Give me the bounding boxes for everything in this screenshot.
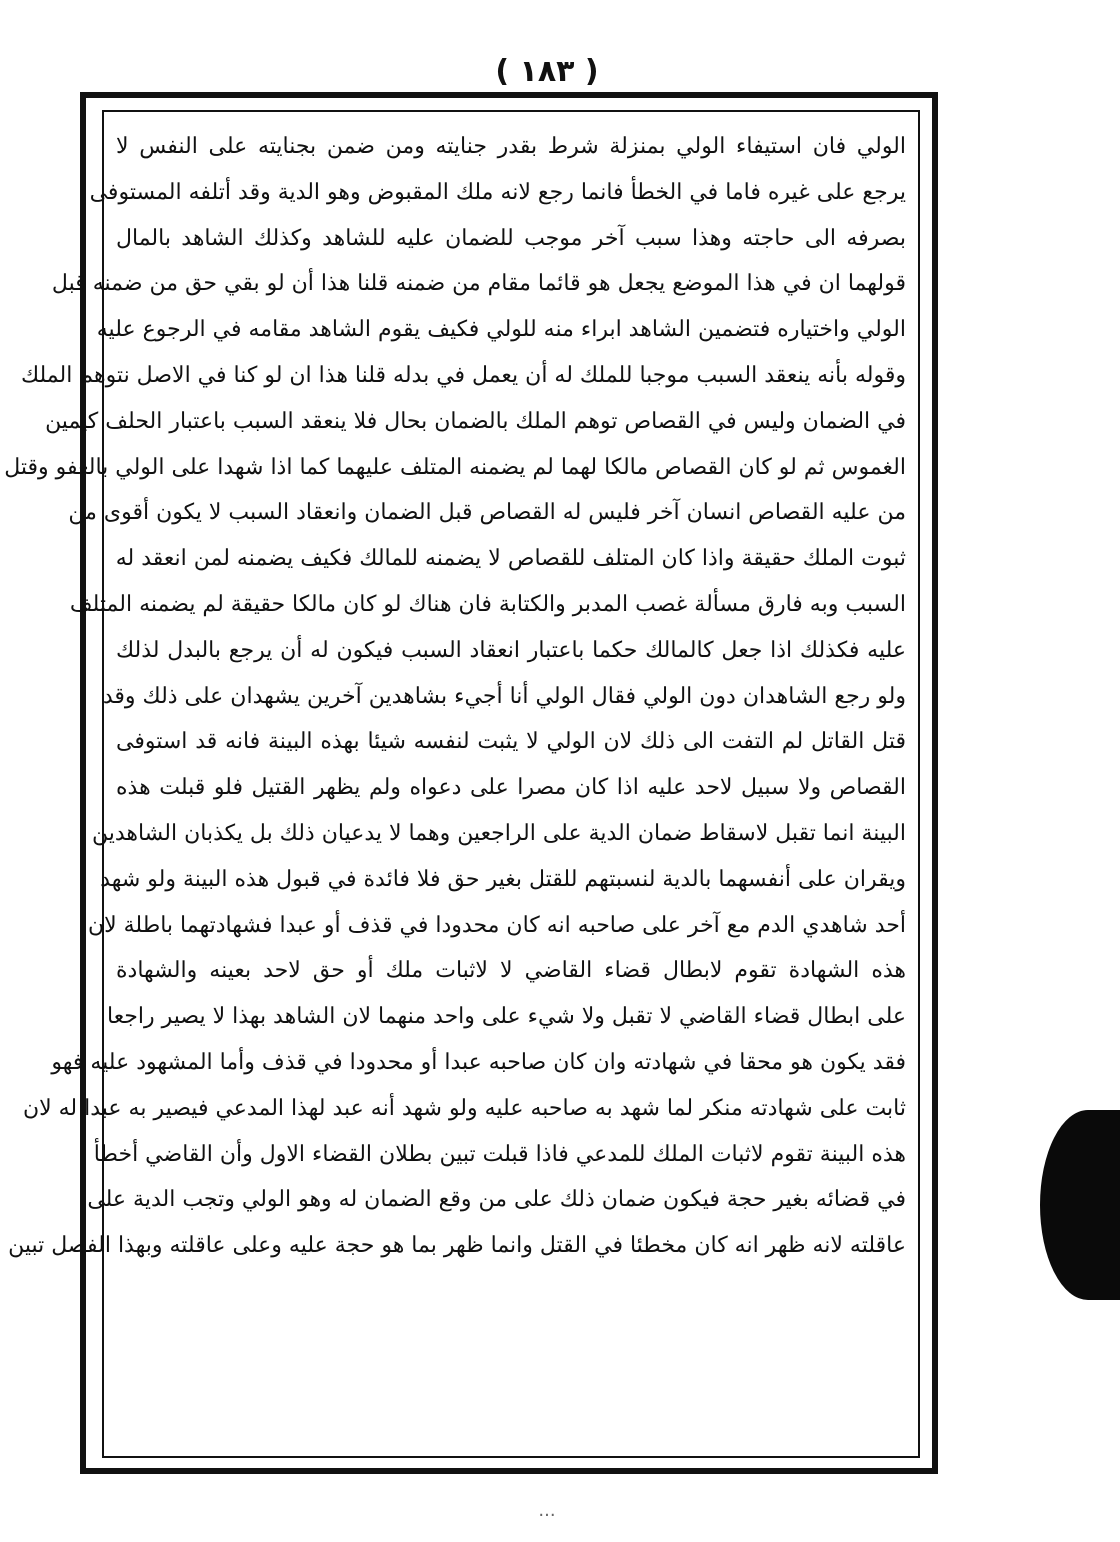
text-line: ثبوت الملك حقيقة واذا كان المتلف للقصاص لا يضمنه للمالك فكيف يضمنه لمن انعقد له [115,546,906,572]
text-line: الولي فان استيفاء الولي بمنزلة شرط بقدر جنايته ومن ضمن بجنايته على النفس لا [116,134,906,159]
text-line: ويقران على أنفسهما بالدية لنسبتهم للقتل بغير حق فلا فائدة في قبول هذه البينة ولو شهد [100,866,906,892]
text-line: على ابطال قضاء القاضي لا تقبل ولا شيء على واحد منهما لان الشاهد بهذا لا يصير راجعا [106,1004,906,1030]
text-line: الغموس ثم لو كان القصاص مالكا لهما لم يضمنه المتلف عليهما كما اذا شهدا على الولي بالعفو وقتل [4,454,906,480]
body-text [4,124,906,1269]
text-line: أحد شاهدي الدم مع آخر على صاحبه انه كان محدودا في قذف أو عبدا فشهادتهما باطلة لان [87,912,906,938]
text-line: من عليه القصاص انسان آخر فليس له القصاص قبل الضمان وانعقاد السبب لا يكون أقوى من [68,500,906,526]
text-line: السبب وبه فارق مسألة غصب المدبر والكتابة فان هناك لو كان مالكا حقيقة لم يضمنه المتلف [69,591,906,617]
page-number: ( ١٨٣ ) [495,54,599,89]
text-line: فقد يكون هو محقا في شهادته وان كان صاحبه عبدا أو محدودا في قذف وأما المشهود عليه فهو [51,1049,906,1075]
text-line: يرجع على غيره فاما في الخطأ فانما رجع لانه ملك المقبوض وهو الدية وقد أتلفه المستوفى [89,179,906,205]
text-line: هذه الشهادة تقوم لابطال قضاء القاضي لا لاثبات ملك أو حق لاحد بعينه والشهادة [116,958,906,984]
text-line: هذه البينة تقوم لاثبات الملك للمدعي فاذا قبلت تبين بطلان القضاء الاول وأن القاضي أخطأ [93,1141,906,1167]
text-line: القصاص ولا سبيل لاحد عليه اذا كان مصرا على دعواه ولم يظهر القتيل فلو قبلت هذه [116,775,906,801]
text-line: قولهما ان في هذا الموضع يجعل هو قائما مقام من ضمنه قلنا هذا أن لو بقي حق من ضمنه قبل [51,271,906,297]
text-line: ثابت على شهادته منكر لما شهد به صاحبه عليه ولو شهد أنه عبد لهذا المدعي فيصير به عبدا له لان [22,1095,906,1121]
text-line: عاقلته لانه ظهر انه كان مخطئا في القتل وانما ظهر بما هو حجة عليه وعلى عاقلته وبهذا الفصل تبين [8,1233,906,1259]
text-line: الولي واختياره فتضمين الشاهد ابراء منه للولي فكيف يقوم الشاهد مقامه في الرجوع عليه [96,317,906,343]
text-line: قتل القاتل لم التفت الى ذلك لان الولي لا يثبت لنفسه شيئا بهذه البينة فانه قد استوفى [116,729,906,755]
text-line: وقوله بأنه ينعقد السبب موجبا للملك له أن يعمل في بدله قلنا هذا ان لو كنا في الاصل نتوهم الملك [20,362,906,388]
footer-mark: ... [538,1500,556,1521]
text-line: بصرفه الى حاجته وهذا سبب آخر موجب للضمان عليه للشاهد وكذلك الشاهد بالمال [116,225,906,251]
scan-edge-blot [1040,1110,1120,1300]
text-line: في الضمان وليس في القصاص توهم الملك بالضمان بحال فلا ينعقد السبب باعتبار الحلف كيمين [45,408,906,434]
text-line: البينة انما تقبل لاسقاط ضمان الدية على الراجعين وهما لا يدعيان ذلك بل يكذبان الشاهدين [91,820,906,846]
text-line: ولو رجع الشاهدان دون الولي فقال الولي أنا أجيء بشاهدين آخرين يشهدان على ذلك وقد [102,683,906,709]
text-line: في قضائه بغير حجة فيكون ضمان ذلك على من وقع الضمان له وهو الولي وتجب الدية على [87,1187,906,1213]
text-line: عليه فكذلك اذا جعل كالمالك حكما باعتبار انعقاد السبب فيكون له أن يرجع بالبدل لذلك [116,637,906,663]
